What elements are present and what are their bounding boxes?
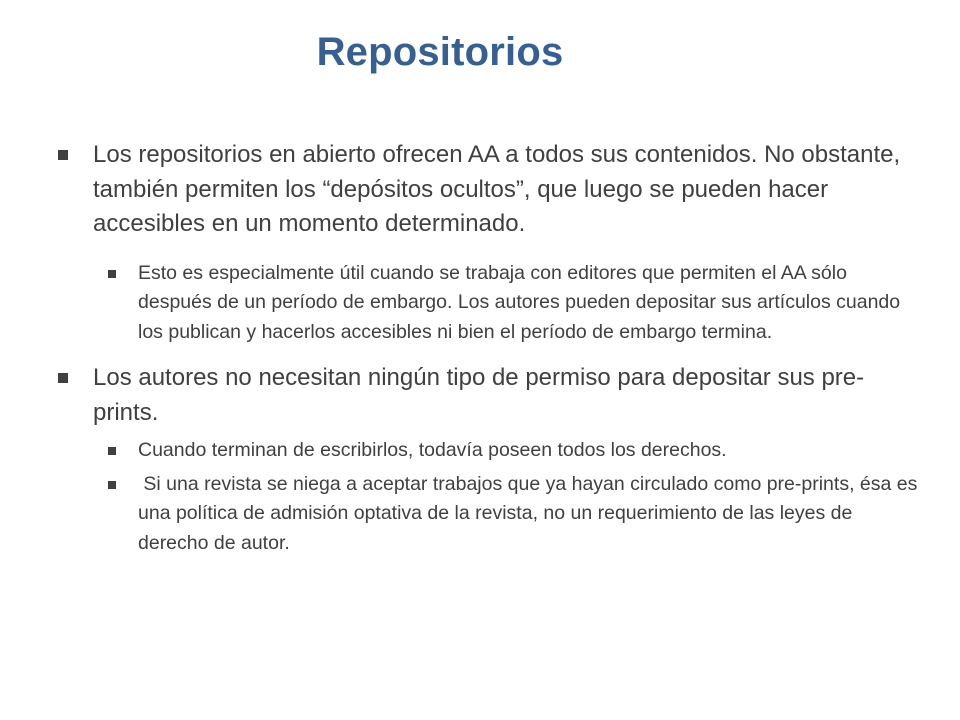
sub-bullet-item — [108, 470, 923, 559]
sub-bullet-text: Cuando terminan de escribirlos, todavía poseen todos los derechos. — [138, 439, 727, 461]
square-bullet-icon — [108, 470, 116, 501]
bullet-text: Los autores no necesitan ningún tipo de permiso para depositar sus pre-prints. — [93, 364, 865, 426]
square-bullet-icon — [108, 436, 116, 467]
bullet-item — [58, 361, 918, 430]
sub-bullet-text: Si una revista se niega a aceptar trabajos que ya hayan circulado como pre-prints, ésa es una política de admisión optativa de la revista, no un requerimiento de las leyes de derecho de autor. — [138, 472, 923, 554]
slide-title: Repositorios — [316, 30, 564, 74]
sub-bullet-item — [108, 436, 918, 466]
bullet-item — [58, 138, 918, 242]
square-bullet-icon — [58, 361, 68, 397]
square-bullet-icon — [108, 259, 116, 290]
square-bullet-icon — [58, 138, 68, 174]
slide-content — [58, 138, 923, 558]
sub-bullet-text: Esto es especialmente útil cuando se trabaja con editores que permiten el AA sólo después de un período de embargo. Los autores pueden depositar sus artículos cuando los publican y hacerlos accesibles ni bien el período de embargo termina. — [138, 261, 901, 343]
bullet-text: Los repositorios en abierto ofrecen AA a todos sus contenidos. No obstante, también permiten los “depósitos ocultos”, que luego se pueden hacer accesibles en un momento determinado. — [93, 141, 901, 237]
sub-bullet-item — [108, 259, 918, 348]
